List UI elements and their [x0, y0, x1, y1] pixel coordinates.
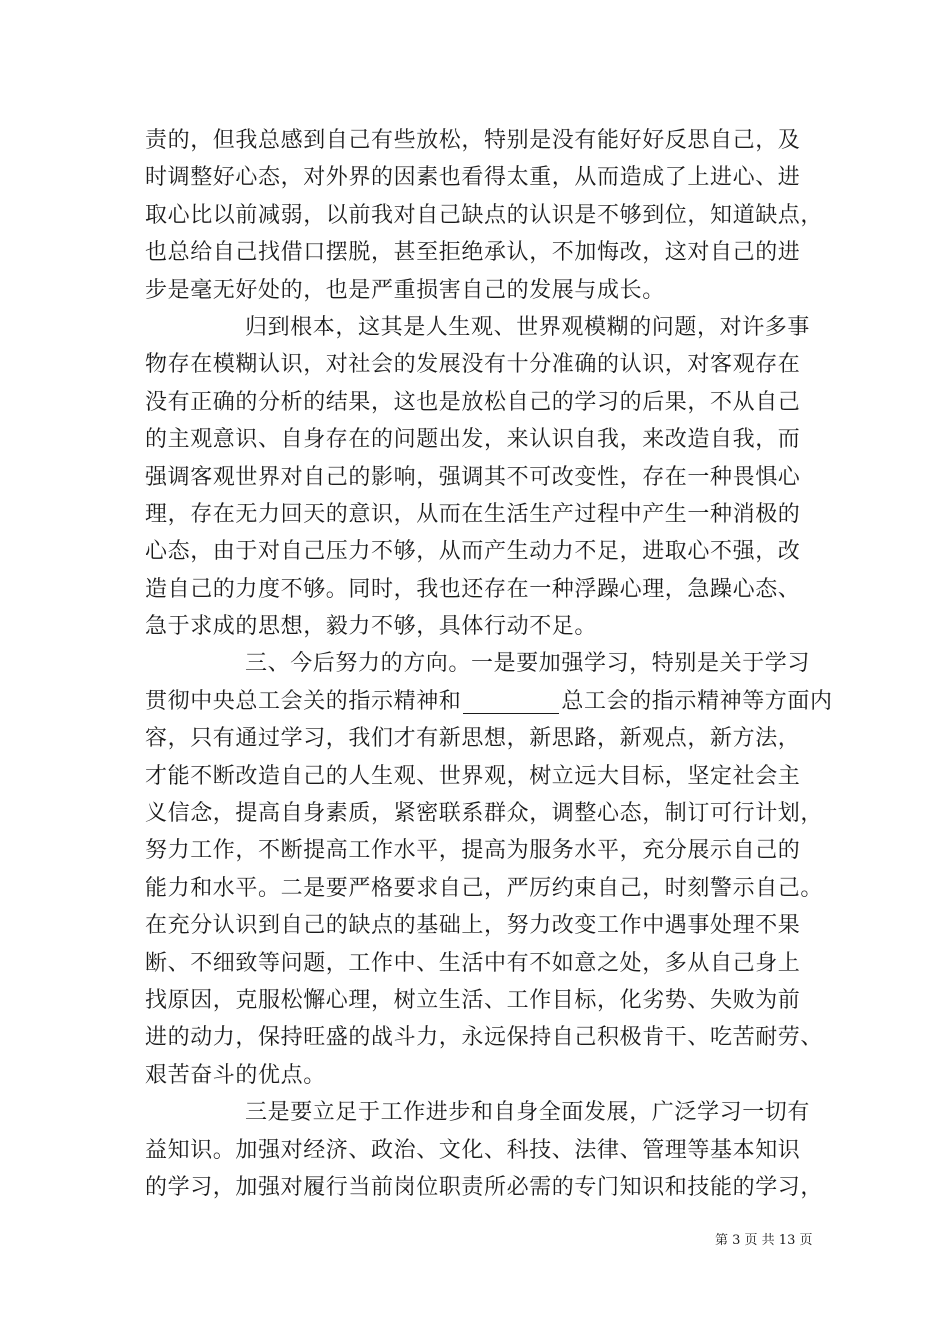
text-line: 的学习，加强对履行当前岗位职责所必需的专门知识和技能的学习， [145, 1174, 824, 1200]
text-line: 时调整好心态，对外界的因素也看得太重，从而造成了上进心、进 [145, 165, 801, 191]
text-line: 义信念，提高自身素质，紧密联系群众，调整心态，制订可行计划， [145, 801, 824, 827]
text-segment: 总工会的指示精神等方面内 [561, 688, 833, 714]
fill-in-blank [463, 691, 559, 714]
text-line: 断、不细致等问题，工作中、生活中有不如意之处，多从自己身上 [145, 950, 801, 976]
text-line: 理，存在无力回天的意识，从而在生活生产过程中产生一种消极的 [145, 501, 801, 527]
text-line: 步是毫无好处的，也是严重损害自己的发展与成长。 [145, 277, 665, 303]
text-line: 没有正确的分析的结果，这也是放松自己的学习的后果，不从自己 [145, 389, 801, 415]
text-line: 在充分认识到自己的缺点的基础上，努力改变工作中遇事处理不果 [145, 913, 801, 939]
text-line: 强调客观世界对自己的影响，强调其不可改变性，存在一种畏惧心 [145, 464, 801, 490]
text-line: 急于求成的思想，毅力不够，具体行动不足。 [145, 614, 598, 640]
text-line: 能力和水平。二是要严格要求自己，严厉约束自己，时刻警示自己。 [145, 875, 824, 901]
text-line: 造自己的力度不够。同时，我也还存在一种浮躁心理，急躁心态、 [145, 576, 801, 602]
document-body [145, 122, 833, 1206]
text-line: 才能不断改造自己的人生观、世界观，树立远大目标，坚定社会主 [145, 763, 801, 789]
text-line: 也总给自己找借口摆脱，甚至拒绝承认，不加悔改，这对自己的进 [145, 240, 801, 266]
text-line: 责的，但我总感到自己有些放松，特别是没有能好好反思自己，及 [145, 128, 801, 153]
text-line-with-blank [145, 683, 833, 720]
paragraph-start-line: 三是要立足于工作进步和自身全面发展，广泛学习一切有 [245, 1100, 811, 1126]
text-line: 努力工作，不断提高工作水平，提高为服务水平，充分展示自己的 [145, 838, 801, 864]
text-line: 找原因，克服松懈心理，树立生活、工作目标，化劣势、失败为前 [145, 987, 801, 1013]
paragraph-start-line: 归到根本，这其是人生观、世界观模糊的问题，对许多事 [245, 314, 811, 340]
text-segment: 贯彻中央总工会关的指示精神和 [145, 688, 462, 714]
text-line: 心态，由于对自己压力不够，从而产生动力不足，进取心不强，改 [145, 539, 801, 565]
paragraph-start-line: 三、今后努力的方向。一是要加强学习，特别是关于学习 [245, 651, 811, 677]
text-line: 的主观意识、自身存在的问题出发，来认识自我，来改造自我，而 [145, 427, 801, 453]
text-line: 取心比以前减弱，以前我对自己缺点的认识是不够到位，知道缺点， [145, 202, 824, 228]
text-line: 进的动力，保持旺盛的战斗力，永远保持自己积极肯干、吃苦耐劳、 [145, 1025, 824, 1051]
text-line: 益知识。加强对经济、政治、文化、科技、法律、管理等基本知识 [145, 1137, 801, 1163]
text-line: 容，只有通过学习，我们才有新思想，新思路，新观点，新方法， [145, 726, 801, 752]
text-line: 物存在模糊认识，对社会的发展没有十分准确的认识，对客观存在 [145, 352, 801, 378]
page-number-footer: 第 3 页 共 13 页 [715, 1233, 813, 1248]
text-line: 艰苦奋斗的优点。 [145, 1062, 326, 1088]
